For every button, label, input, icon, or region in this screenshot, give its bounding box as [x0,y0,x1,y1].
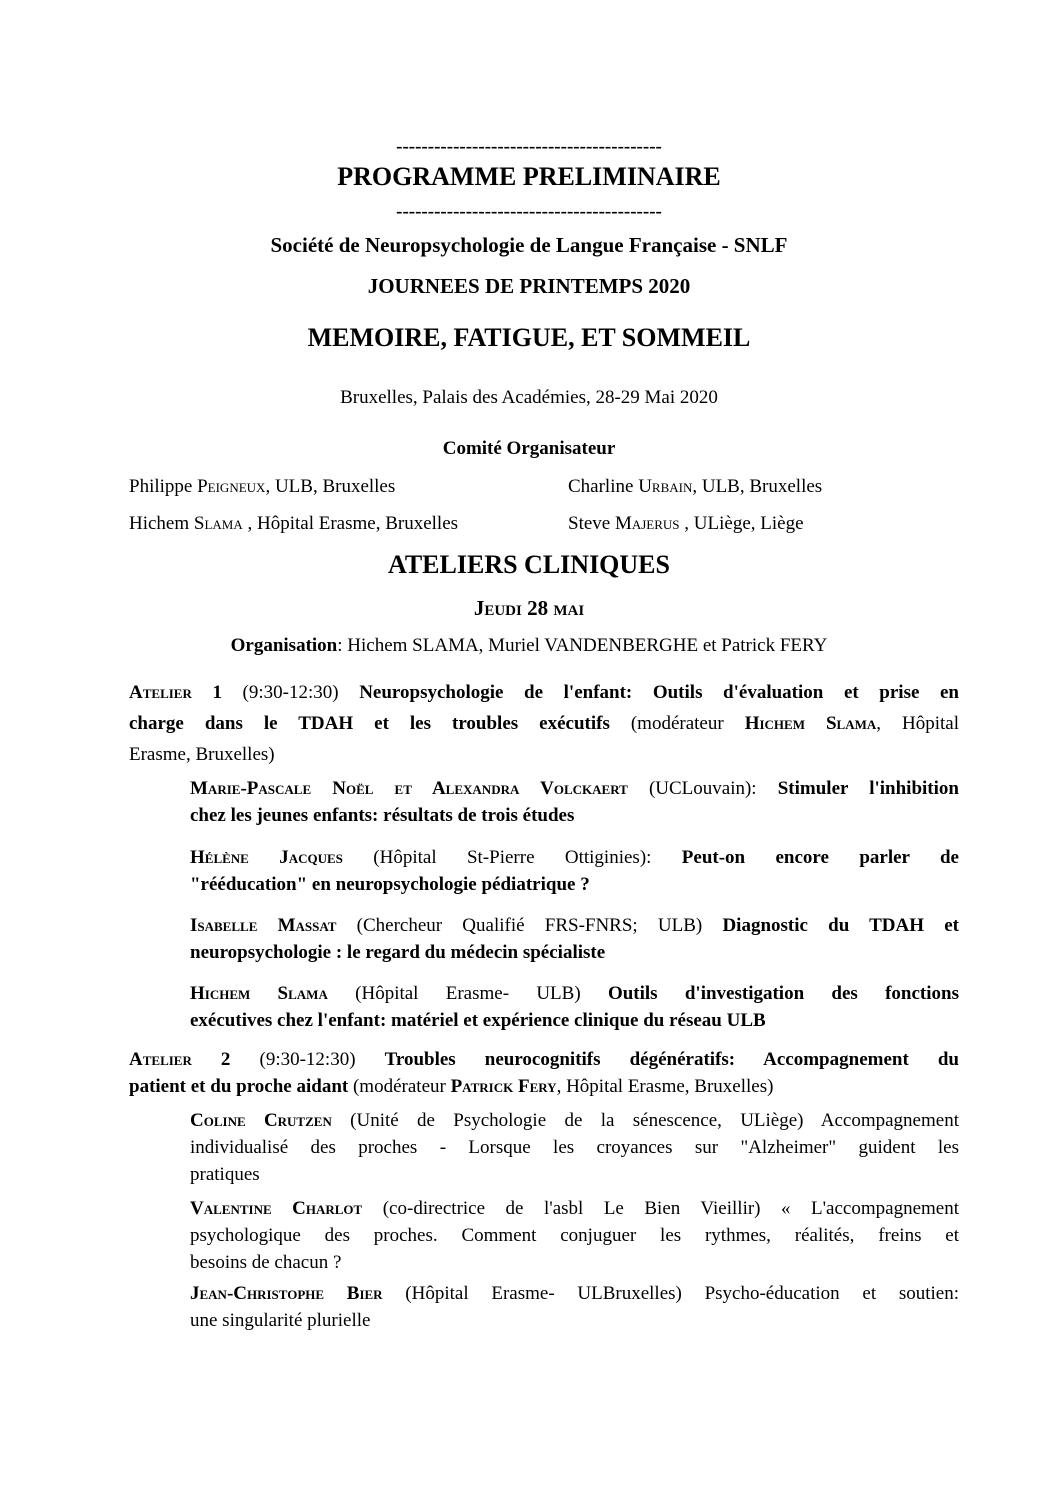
talk-item: Coline Crutzen (Unité de Psychologie de la sénescence, ULiège) Accompagnement individualisé des proches - Lorsque les croyances sur "Alzheimer" guident les pratiques [190,1110,959,1185]
divider-bottom: ------------------------------------------ [396,201,662,222]
talk-item: Hichem Slama (Hôpital Erasme- ULB) Outils d'investigation des fonctions exécutives chez l'enfant: matériel et expérience clinique du réseau ULB [190,983,959,1031]
day-heading: Jeudi 28 mai [473,596,585,620]
organisation-line: Organisation: Hichem SLAMA, Muriel VANDENBERGHE et Patrick FERY [230,635,828,656]
event-name: JOURNEES DE PRINTEMPS 2020 [367,274,691,298]
society-name: Société de Neuropsychologie de Langue Française - SNLF [270,233,788,257]
event-place-date: Bruxelles, Palais des Académies, 28-29 Mai 2020 [340,387,718,408]
divider-top: ------------------------------------------ [396,136,662,157]
talk-item: Jean-Christophe Bier (Hôpital Erasme- ULBruxelles) Psycho-éducation et soutien: une singularité plurielle [190,1283,959,1331]
atelier-2-header: Atelier 2 (9:30-12:30) Troubles neurocognitifs dégénératifs: Accompagnement du patient et du proche aidant (modérateur Patrick Fery, Hôpital Erasme, Bruxelles) [129,1049,959,1097]
committee-member: Hichem Slama , Hôpital Erasme, Bruxelles [129,513,459,534]
talk-item: Marie-Pascale Noël et Alexandra Volckaert (UCLouvain): Stimuler l'inhibition chez les jeunes enfants: résultats de trois études [190,778,959,826]
event-theme: MEMOIRE, FATIGUE, ET SOMMEIL [307,323,751,352]
atelier-1-header: Atelier 1 (9:30-12:30) Neuropsychologie de l'enfant: Outils d'évaluation et prise en charge dans le TDAH et les troubles exécutifs (modérateur Hichem Slama, Hôpital Erasme, Bruxelles) [129,682,959,765]
committee-member: Steve Majerus , ULiège, Liège [568,513,804,534]
committee-member: Charline Urbain, ULB, Bruxelles [568,476,823,497]
committee-member: Philippe Peigneux, ULB, Bruxelles [129,476,396,497]
committee-heading: Comité Organisateur [442,438,616,459]
talk-item: Hélène Jacques (Hôpital St-Pierre Ottiginies): Peut-on encore parler de "rééducation" en neuropsychologie pédiatrique ? [190,847,959,895]
section-heading: ATELIERS CLINIQUES [387,550,670,579]
talk-item: Isabelle Massat (Chercheur Qualifié FRS-FNRS; ULB) Diagnostic du TDAH et neuropsychologie : le regard du médecin spécialiste [190,915,959,963]
page-title: PROGRAMME PRELIMINAIRE [337,162,721,191]
talk-item: Valentine Charlot (co-directrice de l'asbl Le Bien Vieillir) « L'accompagnement psychologique des proches. Comment conjuguer les rythmes, réalités, freins et besoins de chacun ? [190,1198,959,1273]
